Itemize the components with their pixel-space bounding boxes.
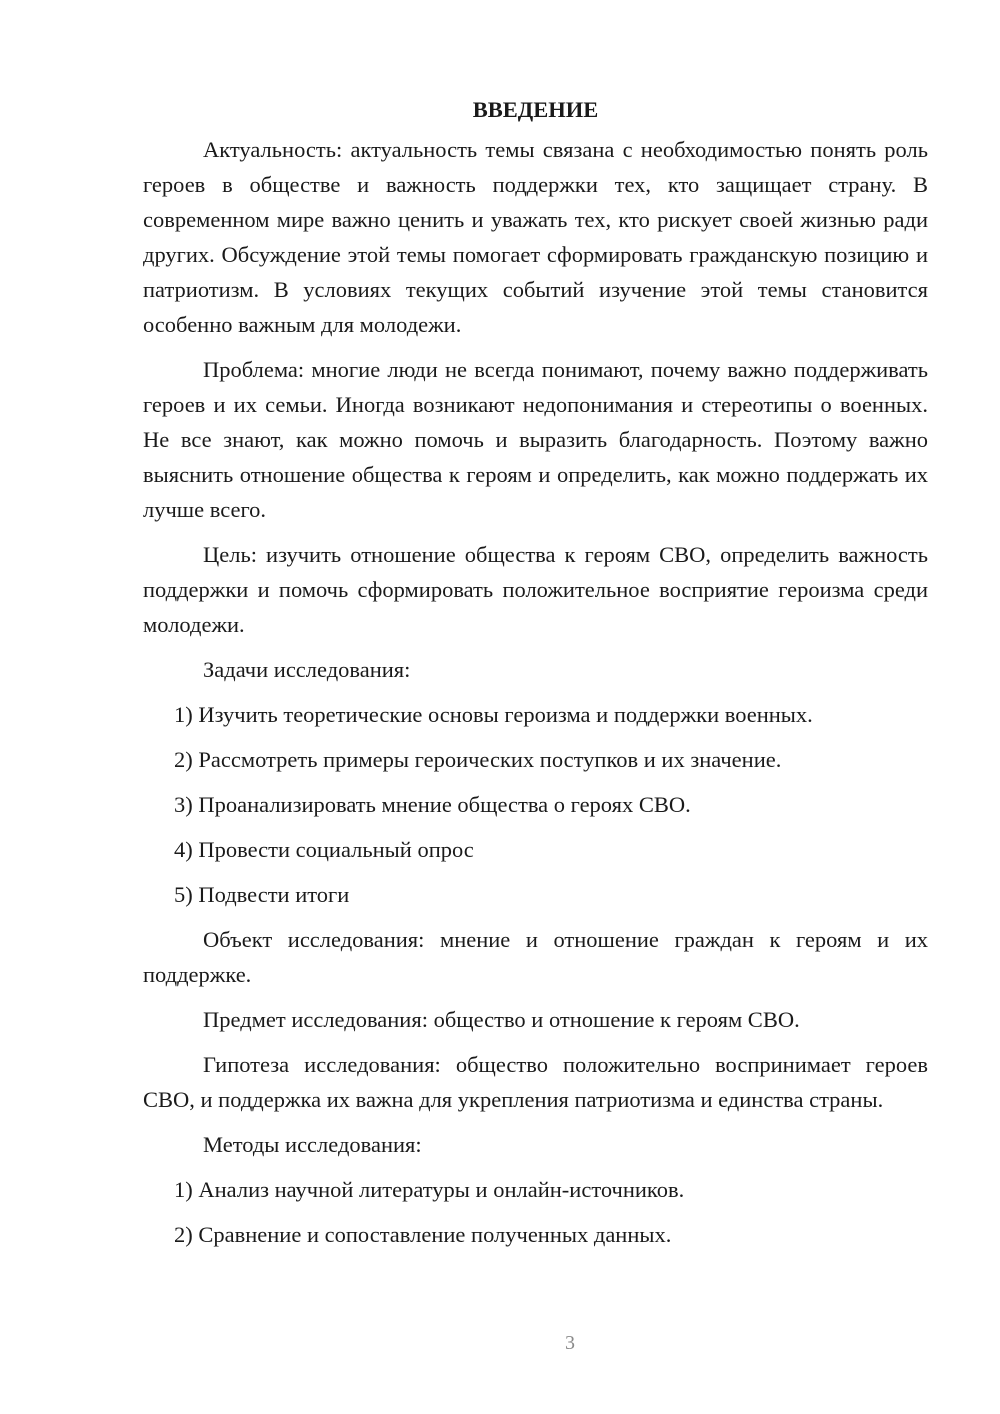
method-item: 1) Анализ научной литературы и онлайн-источников. [174,1177,685,1202]
goal-paragraph: Цель: изучить отношение общества к героям СВО, определить важность поддержки и помочь сформировать положительное восприятие героизма среди молодежи. [143,542,928,637]
task-item: 1) Изучить теоретические основы героизма и поддержки военных. [174,702,813,727]
document-body [143,92,928,1262]
tasks-heading: Задачи исследования: [203,657,411,682]
subject-paragraph: Предмет исследования: общество и отношение к героям СВО. [203,1007,800,1032]
methods-heading: Методы исследования: [203,1132,422,1157]
task-item: 3) Проанализировать мнение общества о героях СВО. [174,792,691,817]
section-title: ВВЕДЕНИЕ [472,97,599,122]
page-number: 3 [565,1332,575,1354]
task-item: 2) Рассмотреть примеры героических поступков и их значение. [174,747,782,772]
tasks-list [143,697,928,912]
task-item: 4) Провести социальный опрос [174,837,474,862]
hypothesis-paragraph: Гипотеза исследования: общество положительно воспринимает героев СВО, и поддержка их важна для укрепления патриотизма и единства страны. [143,1052,928,1112]
problem-paragraph: Проблема: многие люди не всегда понимают, почему важно поддерживать героев и их семьи. Иногда возникают недопонимания и стереотипы о военных. Не все знают, как можно помочь и выразить благодарность. Поэтому важно выяснить отношение общества к героям и определить, как можно поддержать их лучше всего. [143,357,928,522]
relevance-paragraph: Актуальность: актуальность темы связана с необходимостью понять роль героев в обществе и важность поддержки тех, кто защищает страну. В современном мире важно ценить и уважать тех, кто рискует своей жизнью ради других. Обсуждение этой темы помогает сформировать гражданскую позицию и патриотизм. В условиях текущих событий изучение этой темы становится особенно важным для молодежи. [143,137,928,337]
object-paragraph: Объект исследования: мнение и отношение граждан к героям и их поддержке. [143,927,928,987]
methods-list [143,1172,928,1252]
task-item: 5) Подвести итоги [174,882,350,907]
method-item: 2) Сравнение и сопоставление полученных данных. [174,1222,672,1247]
